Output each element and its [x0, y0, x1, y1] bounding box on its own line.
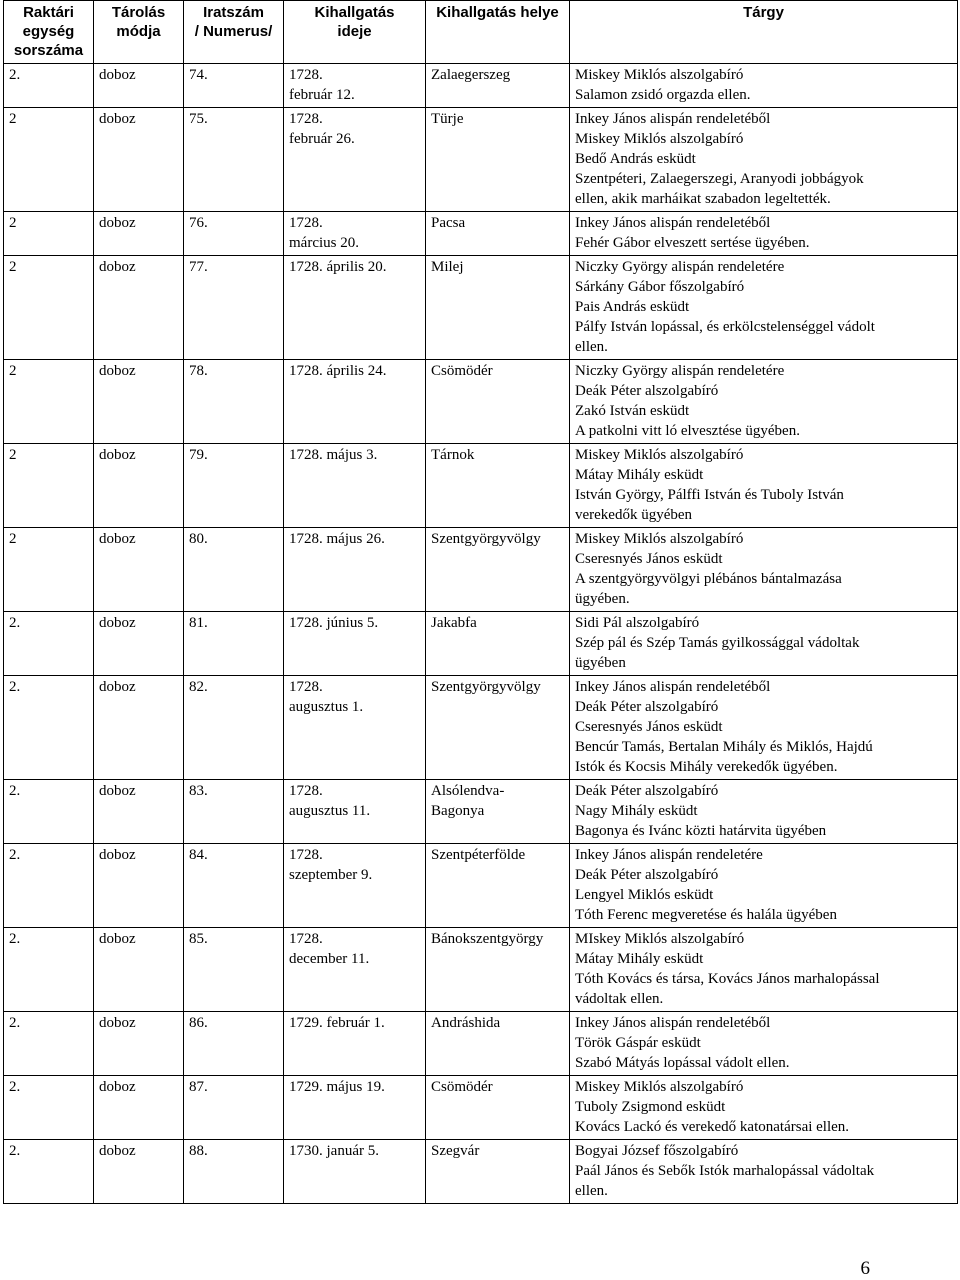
document-number-cell: 86.	[184, 1012, 284, 1076]
hearing-place-cell: Szegvár	[426, 1140, 570, 1204]
subject-cell: Inkey János alispán rendeletéből Miskey Miklós alszolgabíró Bedő András esküdt Szentpéteri, Zalaegerszegi, Aranyodi jobbágyok ellen, akik marháikat szabadon legeltették.	[570, 108, 958, 212]
document-number-cell: 85.	[184, 928, 284, 1012]
table-row	[4, 528, 958, 612]
hearing-place-cell: Pacsa	[426, 212, 570, 256]
subject-cell: Miskey Miklós alszolgabíró Cseresnyés János esküdt A szentgyörgyvölgyi plébános bántalmazása ügyében.	[570, 528, 958, 612]
storage-type-cell: doboz	[94, 256, 184, 360]
storage-unit-number-cell: 2	[4, 212, 94, 256]
header-storage-unit-number: Raktári egység sorszáma	[4, 1, 94, 64]
storage-unit-number-cell: 2.	[4, 64, 94, 108]
hearing-place-cell: Szentpéterfölde	[426, 844, 570, 928]
hearing-date-cell: 1728. június 5.	[284, 612, 426, 676]
storage-unit-number-cell: 2.	[4, 1076, 94, 1140]
storage-unit-number-cell: 2	[4, 528, 94, 612]
table-row	[4, 64, 958, 108]
hearing-place-cell: Milej	[426, 256, 570, 360]
hearing-date-cell: 1728. április 24.	[284, 360, 426, 444]
subject-cell: Niczky György alispán rendeletére Deák Péter alszolgabíró Zakó István esküdt A patkolni vitt ló elvesztése ügyében.	[570, 360, 958, 444]
storage-unit-number-cell: 2.	[4, 844, 94, 928]
hearing-place-cell: Csömödér	[426, 1076, 570, 1140]
table-row	[4, 256, 958, 360]
header-subject: Tárgy	[570, 1, 958, 64]
table-row	[4, 1076, 958, 1140]
storage-type-cell: doboz	[94, 108, 184, 212]
hearing-place-cell: Csömödér	[426, 360, 570, 444]
storage-unit-number-cell: 2	[4, 256, 94, 360]
hearing-date-cell: 1729. május 19.	[284, 1076, 426, 1140]
storage-type-cell: doboz	[94, 1012, 184, 1076]
hearing-date-cell: 1730. január 5.	[284, 1140, 426, 1204]
document-number-cell: 79.	[184, 444, 284, 528]
table-row	[4, 612, 958, 676]
hearing-date-cell: 1728. augusztus 11.	[284, 780, 426, 844]
subject-cell: Miskey Miklós alszolgabíró Salamon zsidó orgazda ellen.	[570, 64, 958, 108]
subject-cell: Inkey János alispán rendeletéből Deák Péter alszolgabíró Cseresnyés János esküdt Bencúr Tamás, Bertalan Mihály és Miklós, Hajdú Istók és Kocsis Mihály verekedők ügyében.	[570, 676, 958, 780]
storage-type-cell: doboz	[94, 64, 184, 108]
storage-type-cell: doboz	[94, 676, 184, 780]
subject-cell: Miskey Miklós alszolgabíró Tuboly Zsigmond esküdt Kovács Lackó és verekedő katonatársai ellen.	[570, 1076, 958, 1140]
storage-type-cell: doboz	[94, 780, 184, 844]
document-number-cell: 77.	[184, 256, 284, 360]
hearing-place-cell: Szentgyörgyvölgy	[426, 676, 570, 780]
register-body	[4, 64, 958, 1204]
table-row	[4, 1012, 958, 1076]
hearing-date-cell: 1728. szeptember 9.	[284, 844, 426, 928]
storage-unit-number-cell: 2.	[4, 676, 94, 780]
storage-type-cell: doboz	[94, 528, 184, 612]
table-row	[4, 844, 958, 928]
subject-cell: Inkey János alispán rendeletére Deák Péter alszolgabíró Lengyel Miklós esküdt Tóth Ferenc megveretése és halála ügyében	[570, 844, 958, 928]
table-row	[4, 108, 958, 212]
archive-register-table	[3, 0, 958, 1204]
hearing-date-cell: 1728. május 26.	[284, 528, 426, 612]
document-number-cell: 84.	[184, 844, 284, 928]
hearing-place-cell: Bánokszentgyörgy	[426, 928, 570, 1012]
hearing-place-cell: Jakabfa	[426, 612, 570, 676]
subject-cell: Inkey János alispán rendeletéből Fehér Gábor elveszett sertése ügyében.	[570, 212, 958, 256]
storage-unit-number-cell: 2	[4, 360, 94, 444]
hearing-place-cell: Türje	[426, 108, 570, 212]
storage-type-cell: doboz	[94, 612, 184, 676]
header-hearing-date: Kihallgatás ideje	[284, 1, 426, 64]
hearing-place-cell: Szentgyörgyvölgy	[426, 528, 570, 612]
document-number-cell: 87.	[184, 1076, 284, 1140]
page-number: 6	[860, 1258, 870, 1279]
header-storage-type: Tárolás módja	[94, 1, 184, 64]
subject-cell: MIskey Miklós alszolgabíró Mátay Mihály esküdt Tóth Kovács és társa, Kovács János marhalopással vádoltak ellen.	[570, 928, 958, 1012]
storage-unit-number-cell: 2.	[4, 780, 94, 844]
table-row	[4, 928, 958, 1012]
storage-unit-number-cell: 2.	[4, 1012, 94, 1076]
storage-type-cell: doboz	[94, 928, 184, 1012]
header-hearing-place: Kihallgatás helye	[426, 1, 570, 64]
hearing-date-cell: 1728. április 20.	[284, 256, 426, 360]
document-number-cell: 74.	[184, 64, 284, 108]
storage-unit-number-cell: 2	[4, 108, 94, 212]
subject-cell: Sidi Pál alszolgabíró Szép pál és Szép Tamás gyilkossággal vádoltak ügyében	[570, 612, 958, 676]
subject-cell: Inkey János alispán rendeletéből Török Gáspár esküdt Szabó Mátyás lopással vádolt ellen.	[570, 1012, 958, 1076]
storage-type-cell: doboz	[94, 844, 184, 928]
document-number-cell: 82.	[184, 676, 284, 780]
storage-unit-number-cell: 2.	[4, 612, 94, 676]
storage-unit-number-cell: 2.	[4, 1140, 94, 1204]
header-row	[4, 1, 958, 64]
document-number-cell: 80.	[184, 528, 284, 612]
document-number-cell: 75.	[184, 108, 284, 212]
storage-unit-number-cell: 2	[4, 444, 94, 528]
table-row	[4, 1140, 958, 1204]
table-row	[4, 444, 958, 528]
document-number-cell: 76.	[184, 212, 284, 256]
subject-cell: Deák Péter alszolgabíró Nagy Mihály esküdt Bagonya és Ivánc közti határvita ügyében	[570, 780, 958, 844]
storage-type-cell: doboz	[94, 1140, 184, 1204]
table-row	[4, 676, 958, 780]
hearing-date-cell: 1728. május 3.	[284, 444, 426, 528]
storage-type-cell: doboz	[94, 212, 184, 256]
subject-cell: Bogyai József főszolgabíró Paál János és Sebők Istók marhalopással vádoltak ellen.	[570, 1140, 958, 1204]
table-row	[4, 360, 958, 444]
header-document-number: Iratszám / Numerus/	[184, 1, 284, 64]
document-number-cell: 88.	[184, 1140, 284, 1204]
document-number-cell: 81.	[184, 612, 284, 676]
hearing-date-cell: 1728. március 20.	[284, 212, 426, 256]
hearing-place-cell: Andráshida	[426, 1012, 570, 1076]
hearing-place-cell: Alsólendva- Bagonya	[426, 780, 570, 844]
table-row	[4, 212, 958, 256]
table-row	[4, 780, 958, 844]
subject-cell: Miskey Miklós alszolgabíró Mátay Mihály esküdt István György, Pálffi István és Tuboly István verekedők ügyében	[570, 444, 958, 528]
storage-type-cell: doboz	[94, 1076, 184, 1140]
hearing-date-cell: 1728. február 12.	[284, 64, 426, 108]
hearing-place-cell: Tárnok	[426, 444, 570, 528]
subject-cell: Niczky György alispán rendeletére Sárkány Gábor főszolgabíró Pais András esküdt Pálfy István lopással, és erkölcstelenséggel vádolt ellen.	[570, 256, 958, 360]
document-number-cell: 83.	[184, 780, 284, 844]
hearing-date-cell: 1729. február 1.	[284, 1012, 426, 1076]
hearing-date-cell: 1728. december 11.	[284, 928, 426, 1012]
hearing-date-cell: 1728. augusztus 1.	[284, 676, 426, 780]
storage-unit-number-cell: 2.	[4, 928, 94, 1012]
storage-type-cell: doboz	[94, 360, 184, 444]
storage-type-cell: doboz	[94, 444, 184, 528]
document-number-cell: 78.	[184, 360, 284, 444]
hearing-date-cell: 1728. február 26.	[284, 108, 426, 212]
hearing-place-cell: Zalaegerszeg	[426, 64, 570, 108]
